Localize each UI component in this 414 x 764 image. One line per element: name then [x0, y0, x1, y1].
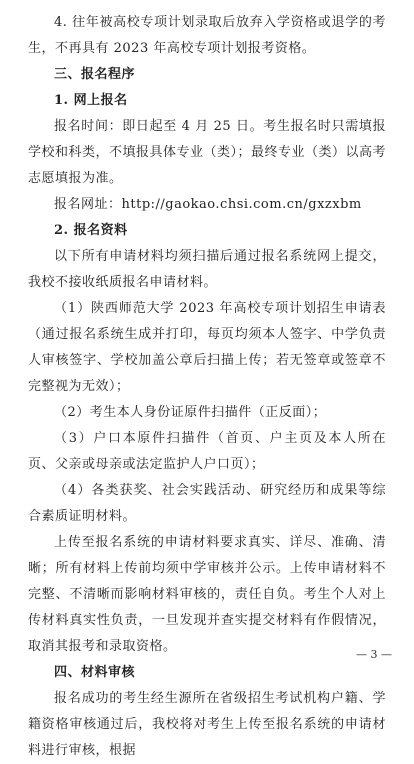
list-item-id-card: （2）考生本人身份证原件扫描件（正反面）； — [54, 405, 327, 420]
paragraph-materials-intro: 以下所有申请材料均须扫描后通过报名系统网上提交，我校不接收纸质报名申请材料。 — [28, 249, 386, 290]
subsection-heading-registration-materials: 2. 报名资料 — [54, 223, 128, 238]
section-heading-registration-procedure: 三、报名程序 — [54, 67, 136, 82]
paragraph-upload-requirements: 上传至报名系统的申请材料要求真实、详尽、准确、清晰；所有材料上传前均须中学审核并公示。上传申请材料不完整、不清晰而影响材料审核的，责任自负。考生个人对上传材料真实性负责，一旦发现并查实提交材料有作假情况，取消其报考和录取资格。 — [28, 535, 386, 654]
subsection-heading-online-registration: 1. 网上报名 — [54, 93, 128, 108]
paragraph-review-process: 报名成功的考生经生源所在省级招生考试机构户籍、学籍资格审核通过后，我校将对考生上传至报名系统的申请材料进行审核，根据 — [28, 691, 386, 758]
list-item-household-register: （3）户口本原件扫描件（首页、户主页及本人所在页、父亲或母亲或法定监护人户口页）； — [28, 431, 386, 472]
paragraph-registration-time: 报名时间：即日起至 4 月 25 日。考生报名时只需填报学校和科类，不填报具体专业（类）；最终专业（类）以高考志愿填报为准。 — [28, 119, 387, 186]
page-number: — 3 — — [356, 648, 392, 661]
paragraph-eligibility-note: 4. 往年被高校专项计划录取后放弃入学资格或退学的考生，不再具有 2023 年高校专项计划报考资格。 — [28, 15, 386, 56]
list-item-awards-materials: （4）各类获奖、社会实践活动、研究经历和成果等综合素质证明材料。 — [28, 483, 386, 524]
section-heading-material-review: 四、材料审核 — [54, 665, 136, 680]
list-item-application-form: （1）陕西师范大学 2023 年高校专项计划招生申请表（通过报名系统生成并打印，每页均须本人签字、中学负责人审核签字、学校加盖公章后扫描上传；若无签章或签章不完整视为无效）； — [28, 301, 386, 394]
paragraph-registration-url: 报名网址：http://gaokao.chsi.com.cn/gxzxbm — [54, 197, 362, 212]
